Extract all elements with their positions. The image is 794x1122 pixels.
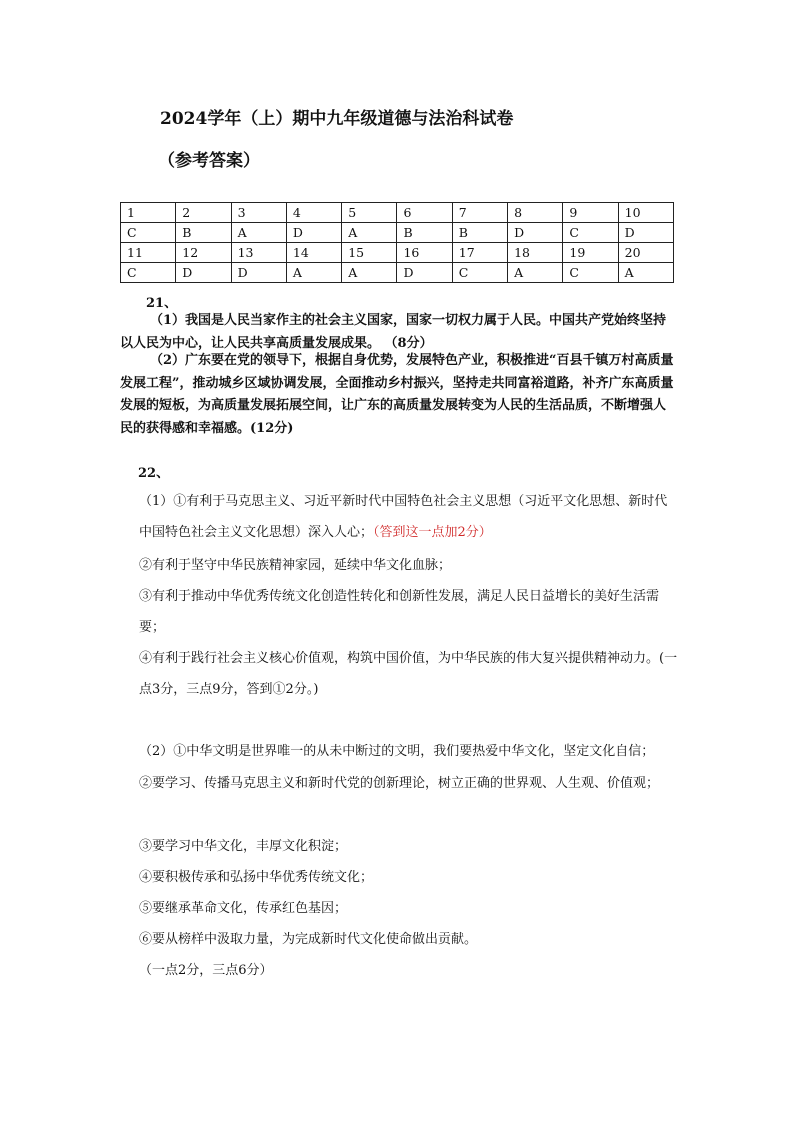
question-number-cell: 13 [231, 243, 286, 263]
answer-cell: A [618, 263, 673, 283]
question-21-part-1: （1）我国是人民当家作主的社会主义国家，国家一切权力属于人民。中国共产党始终坚持以人民为中心，让人民共享高质量发展成果。 （8分） [120, 313, 667, 351]
question-22-part-1-point-3: ③有利于推动中华优秀传统文化创造性转化和创新性发展，满足人民日益增长的美好生活需要； [139, 589, 660, 635]
question-number-cell: 3 [231, 203, 286, 223]
question-number-cell: 11 [121, 243, 176, 263]
exam-title: 2024学年（上）期中九年级道德与法治科试卷 [160, 109, 514, 129]
question-number-cell: 15 [342, 243, 397, 263]
answer-table [120, 202, 674, 283]
answer-key-subtitle: （参考答案） [158, 151, 260, 171]
point-1-text: （1）①有利于马克思主义、习近平新时代中国特色社会主义思想（习近平文化思想、新时代中国特色社会主义文化思想）深入人心； [139, 494, 668, 540]
question-number-cell: 10 [618, 203, 673, 223]
answer-cell: B [452, 223, 507, 243]
question-number-cell: 14 [286, 243, 341, 263]
answer-cell: D [231, 263, 286, 283]
question-number-row [121, 203, 674, 223]
question-number-row [121, 243, 674, 263]
answer-cell: D [176, 263, 231, 283]
answer-cell: D [286, 223, 341, 243]
answer-row [121, 223, 674, 243]
question-number-cell: 8 [508, 203, 563, 223]
question-number-cell: 16 [397, 243, 452, 263]
question-22-part-2-point-5: ⑤要继承革命文化，传承红色基因； [139, 901, 348, 916]
answer-cell: C [121, 263, 176, 283]
bonus-note: （答到这一点加2分） [373, 525, 492, 540]
question-number-cell: 7 [452, 203, 507, 223]
question-number-cell: 5 [342, 203, 397, 223]
question-22-part-2-point-2: ②要学习、传播马克思主义和新时代党的创新理论，树立正确的世界观、人生观、价值观； [139, 776, 660, 791]
answer-cell: A [508, 263, 563, 283]
answer-cell: C [563, 263, 618, 283]
answer-cell: D [397, 263, 452, 283]
question-number-cell: 19 [563, 243, 618, 263]
question-21-part-2: （2）广东要在党的领导下，根据自身优势，发展特色产业，积极推进“百县千镇万村高质量发展工程”，推动城乡区域协调发展，全面推动乡村振兴，坚持走共同富裕道路，补齐广东高质量发展的短板，为高质量发展拓展空间，让广东的高质量发展转变为人民的生活品质，不断增强人民的获得感和幸福感。(12分) [120, 353, 674, 436]
question-22-number: 22、 [138, 466, 170, 481]
question-number-cell: 20 [618, 243, 673, 263]
question-22-part-2-point-3: ③要学习中华文化，丰厚文化积淀； [139, 839, 348, 854]
question-21-number: 21、 [146, 296, 178, 311]
question-22-part-1-point-1 [139, 486, 679, 548]
answer-cell: C [563, 223, 618, 243]
answer-cell: C [452, 263, 507, 283]
question-number-cell: 17 [452, 243, 507, 263]
question-number-cell: 4 [286, 203, 341, 223]
answer-cell: D [618, 223, 673, 243]
answer-row [121, 263, 674, 283]
question-number-cell: 12 [176, 243, 231, 263]
question-number-cell: 9 [563, 203, 618, 223]
question-22-part-2-point-1: （2）①中华文明是世界唯一的从未中断过的文明，我们要热爱中华文化，坚定文化自信； [139, 744, 655, 759]
question-22-part-2-point-4: ④要积极传承和弘扬中华优秀传统文化； [139, 870, 374, 885]
question-22-part-1-point-2: ②有利于坚守中华民族精神家园，延续中华文化血脉； [139, 558, 452, 573]
question-number-cell: 1 [121, 203, 176, 223]
question-number-cell: 18 [508, 243, 563, 263]
question-number-cell: 2 [176, 203, 231, 223]
answer-cell: A [342, 263, 397, 283]
question-22-part-2-point-6: ⑥要从榜样中汲取力量，为完成新时代文化使命做出贡献。 [139, 932, 478, 947]
answer-cell: B [397, 223, 452, 243]
answer-cell: A [342, 223, 397, 243]
question-number-cell: 6 [397, 203, 452, 223]
answer-cell: A [231, 223, 286, 243]
answer-cell: C [121, 223, 176, 243]
answer-cell: B [176, 223, 231, 243]
question-22-part-2-score: （一点2分，三点6分） [139, 963, 273, 978]
question-22-part-1-point-4: ④有利于践行社会主义核心价值观，构筑中国价值，为中华民族的伟大复兴提供精神动力。(一点3分，三点9分，答到①2分。) [139, 651, 678, 697]
answer-cell: D [508, 223, 563, 243]
answer-cell: A [286, 263, 341, 283]
